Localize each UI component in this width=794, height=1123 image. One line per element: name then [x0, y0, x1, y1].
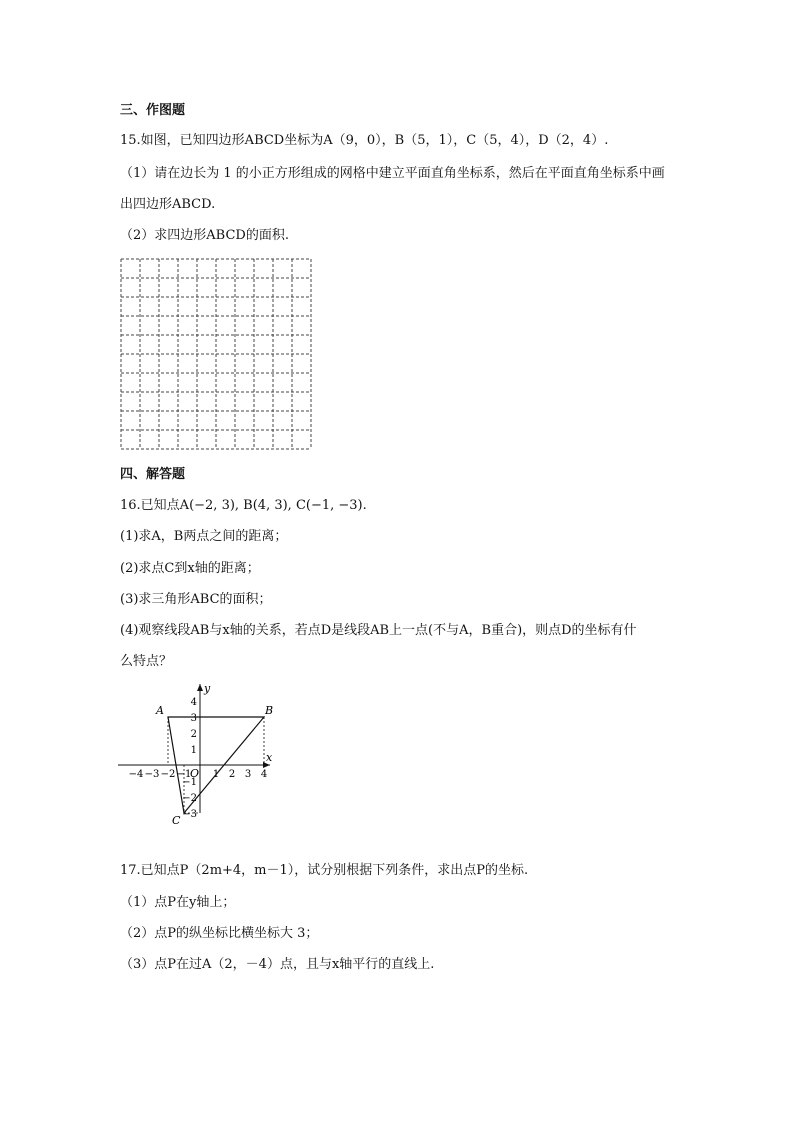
section3-heading: 三、作图题 — [120, 103, 186, 118]
x-tick-label: 2 — [228, 769, 236, 780]
q15-part1-line2: 出四边形ABCD. — [120, 197, 216, 212]
y-tick-label: 4 — [190, 697, 197, 708]
q17-stem: 17.已知点P（2m+4，m－1），试分别根据下列条件，求出点P的坐标. — [120, 863, 529, 878]
q15-stem: 15.如图，已知四边形ABCD坐标为A（9，0），B（5，1），C（5，4），D（2，4）. — [120, 133, 609, 148]
q16-figure — [110, 678, 280, 827]
q17-part3: （3）点P在过A（2，－4）点，且与x轴平行的直线上. — [120, 957, 435, 972]
y-tick-label: −1 — [182, 777, 197, 788]
dashed-grid-svg — [120, 258, 312, 450]
y-tick-label: 1 — [190, 745, 197, 756]
q15-part2: （2）求四边形ABCD的面积. — [120, 228, 289, 243]
coordinate-figure-svg — [110, 678, 280, 827]
x-tick-label: −2 — [160, 769, 176, 780]
q16-part4-line2: 么特点？ — [120, 654, 173, 669]
point-label-c: C — [172, 814, 181, 827]
point-label-a: A — [156, 704, 164, 717]
q16-part2: (2)求点C到x轴的距离； — [120, 561, 260, 576]
q16-part1: (1)求A，B两点之间的距离； — [120, 529, 288, 544]
q17-part2: （2）点P的纵坐标比横坐标大 3； — [120, 926, 319, 941]
x-tick-label: −4 — [128, 769, 144, 780]
q17-part1: （1）点P在y轴上； — [120, 895, 236, 910]
y-tick-label: −3 — [182, 809, 197, 820]
q16-stem: 16.已知点A(−2, 3), B(4, 3), C(−1, −3). — [120, 498, 367, 513]
y-axis-label: y — [204, 682, 211, 695]
y-tick-label: −2 — [182, 793, 197, 804]
x-tick-label: −1 — [176, 769, 192, 780]
x-tick-label: 1 — [212, 769, 220, 780]
q16-part4-line1: (4)观察线段AB与x轴的关系，若点D是线段AB上一点(不与A，B重合)，则点D的坐标有什 — [120, 623, 637, 638]
q16-part3: (3)求三角形ABC的面积； — [120, 592, 272, 607]
origin-label: O — [190, 767, 200, 780]
q15-part1-line1: （1）请在边长为 1 的小正方形组成的网格中建立平面直角坐标系，然后在平面直角坐标系中画 — [120, 166, 665, 181]
y-axis-arrow — [197, 684, 203, 691]
y-tick-label: 3 — [190, 713, 197, 724]
y-tick-label: 2 — [190, 729, 197, 740]
x-tick-label: 4 — [260, 769, 268, 780]
x-axis-label: x — [266, 751, 273, 764]
x-tick-label: −3 — [144, 769, 160, 780]
section4-heading: 四、解答题 — [120, 467, 186, 482]
x-tick-label: 3 — [244, 769, 252, 780]
point-label-b: B — [265, 704, 274, 717]
q15-grid — [120, 258, 312, 450]
